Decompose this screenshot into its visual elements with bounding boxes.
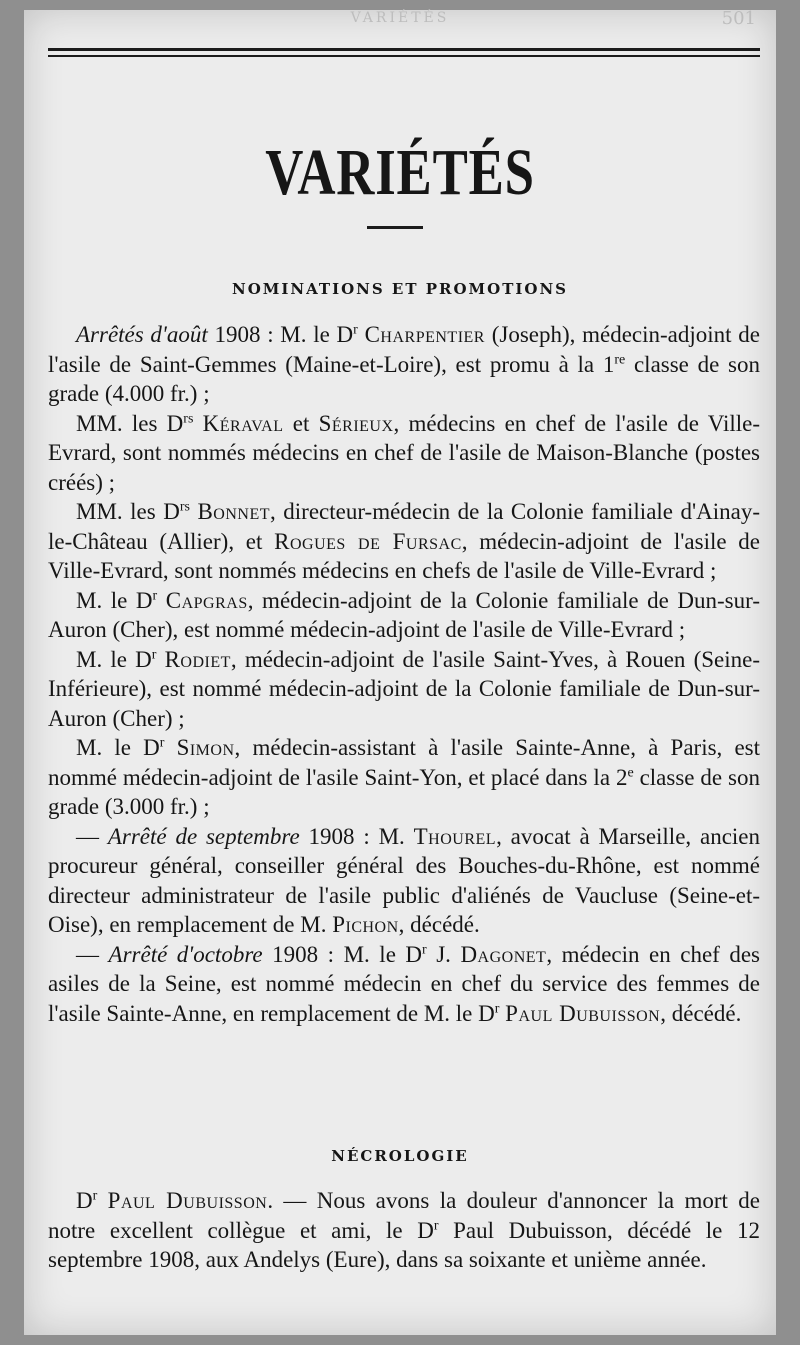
book-page (24, 10, 776, 1335)
paragraph (48, 822, 760, 940)
text-run: Arrêté d'octobre (108, 941, 263, 967)
text-run: D (76, 1188, 93, 1213)
text-run: classe de son grade (4.000 fr.) ; (48, 351, 761, 406)
text-run: MM. les D (76, 410, 184, 436)
text-run: , décédé. (398, 912, 480, 937)
text-run: rs (179, 499, 190, 515)
text-run (164, 735, 176, 760)
text-run: . — Nous avons la douleur d'annoncer la mort de notre excellent collègue et ami, le D (48, 1188, 760, 1243)
text-run: r (92, 1188, 98, 1204)
text-run (157, 588, 166, 613)
page-title: VARIÉTÉS (265, 136, 535, 209)
text-run: — (76, 823, 108, 849)
text-run: , médecin-assistant à l'asile Sainte-Anne, à Paris, est nommé médecin-adjoint de l'asile Saint-Yon, et placé dans la 2 (48, 735, 760, 790)
person-name: Dagonet (460, 941, 547, 967)
text-run: (Joseph), médecin-adjoint de l'asile de Saint-Gemmes (Maine-et-Loire), est promu à la 1 (48, 322, 760, 377)
text-run: et (283, 410, 319, 436)
top-rule (48, 48, 760, 51)
text-run: r (152, 587, 158, 603)
paragraph (48, 940, 760, 1029)
text-run: 1908 : M. le D (207, 322, 354, 347)
paragraph (48, 497, 760, 586)
text-run: M. le D (76, 646, 152, 672)
person-name: Paul Dubuisson (107, 1188, 268, 1213)
title-divider (367, 226, 423, 229)
person-name: Rogues de Fursac (274, 528, 462, 554)
text-run: rs (183, 410, 194, 426)
section-heading-necrologie: NÉCROLOGIE (331, 1147, 469, 1165)
text-run: 1908 : M. le D (262, 941, 423, 967)
person-name: Paul Dubuisson (505, 1000, 661, 1026)
text-run: Arrêtés d'août (76, 322, 208, 347)
text-run: M. le D (76, 735, 160, 760)
paragraph (48, 733, 760, 822)
text-run: r (494, 1000, 500, 1016)
text-run: classe de son grade (3.000 fr.) ; (48, 764, 760, 819)
person-name: Kéraval (202, 410, 284, 436)
page-number: 501 (721, 8, 756, 29)
person-name: Simon (176, 735, 235, 760)
text-run: , médecin-adjoint de l'asile Saint-Yves, à Rouen (Seine-Inférieure), est nommé médecin-adjoint de la Colonie familiale de Dun-sur-Auron (Cher) ; (48, 646, 760, 731)
text-run: r (422, 941, 427, 957)
text-run: Paul Dubuisson, décédé le 12 septembre 1908, aux Andelys (Eure), dans sa soixante et unième année. (48, 1217, 760, 1272)
person-name: Thourel (413, 823, 497, 849)
text-run: 1908 : M. (299, 823, 414, 849)
paragraph (48, 320, 760, 409)
person-name: Bonnet (197, 499, 271, 524)
text-run: , médecins en chef de l'asile de Ville-Evrard, sont nommés médecins en chef de l'asile de Maison-Blanche (postes créés) ; (48, 410, 760, 495)
text-run: — (76, 941, 109, 967)
text-run: , avocat à Marseille, ancien procureur général, conseiller général des Bouches-du-Rhône, est nommé directeur administrateur de l'asile public d'aliénés de Vaucluse (Seine-et-Oise), en remplacement de M. (48, 823, 761, 937)
paragraph (48, 586, 760, 645)
person-name: Rodiet (164, 646, 231, 672)
person-name: Sérieux (318, 410, 394, 436)
text-run: , médecin en chef des asiles de la Seine, est nommé médecin en chef du service des femmes de l'asile Sainte-Anne, en remplacement de M. le D (48, 941, 760, 1026)
text-run (358, 322, 365, 347)
person-name: Capgras (165, 587, 248, 613)
section-body-nominations (48, 320, 760, 1028)
text-run (156, 647, 164, 672)
person-name: Charpentier (364, 322, 485, 347)
top-rule-thin (48, 55, 760, 57)
paragraph (48, 409, 760, 498)
text-run: r (159, 735, 165, 751)
text-run: MM. les D (76, 499, 180, 524)
text-run: re (614, 351, 626, 367)
paragraph (48, 645, 760, 734)
text-run: Arrêté de septembre (107, 823, 300, 849)
text-run: M. le D (76, 587, 153, 613)
text-run: r (433, 1217, 439, 1233)
text-run (193, 411, 202, 436)
text-run: J. (426, 941, 461, 967)
text-run: e (627, 764, 634, 780)
text-run: r (353, 322, 358, 338)
text-run: , médecin-adjoint de l'asile de Ville-Evrard, sont nommés médecins en chefs de l'asile de Ville-Evrard ; (48, 528, 760, 583)
section-heading-nominations: NOMINATIONS ET PROMOTIONS (231, 280, 569, 298)
paragraph (48, 1186, 760, 1275)
person-name: Pichon (332, 912, 399, 937)
text-run (97, 1188, 107, 1213)
text-run: , directeur-médecin de la Colonie familiale d'Ainay-le-Château (Allier), et (48, 499, 761, 554)
text-run: r (151, 646, 157, 662)
running-head: VARIÉTÉS (350, 10, 450, 26)
section-body-necrologie (48, 1186, 760, 1275)
text-run: , médecin-adjoint de la Colonie familiale de Dun-sur-Auron (Cher), est nommé médecin-adjoint de l'asile de Ville-Evrard ; (48, 587, 760, 642)
text-run: , décédé. (660, 1000, 742, 1026)
